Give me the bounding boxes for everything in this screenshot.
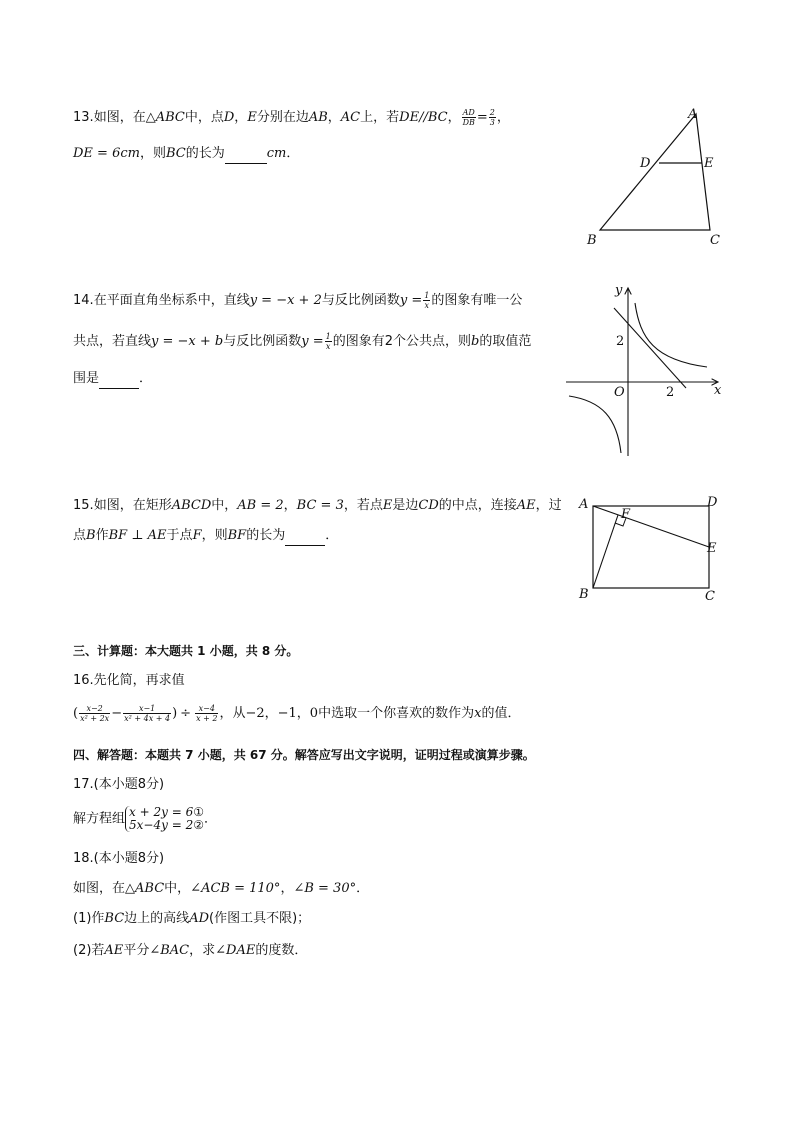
fraction-two-thirds: $\frac{2}{3}$ xyxy=(489,108,495,127)
answer-blank[interactable] xyxy=(225,145,267,164)
label-d: D xyxy=(707,495,718,510)
q15-line2: 点B作BF ⊥ AE于点F，则BF的长为 ． xyxy=(73,527,338,546)
label-b: B xyxy=(587,233,597,248)
q18-part2: (2)若AE平分∠BAC，求∠DAE的度数． xyxy=(73,943,308,958)
q14-line2: 共点，若直线y = −x + b与反比例函数y = $\frac{1}{x}$ 的图象有2个公共点，则b的取值范 xyxy=(73,332,532,351)
fraction-3: $\frac{x-4}{x + 2}$ xyxy=(196,704,218,723)
q13-triangle-figure xyxy=(582,104,732,250)
fraction-one-over-x: $\frac{1}{x}$ xyxy=(325,332,331,351)
q18-statement: 如图，在△ABC中，∠ACB = 110°，∠B = 30°． xyxy=(73,881,370,896)
fraction-2: $\frac{x-1}{\text{x² + 4x + 4}}$ xyxy=(124,704,171,723)
q15-line1: 15.如图，在矩形ABCD中，AB = 2，BC = 3，若点E是边CD的中点，连接AE，过 xyxy=(73,498,562,513)
label-x-2: 2 xyxy=(666,385,675,400)
label-a: A xyxy=(688,107,698,122)
q15-rectangle-figure xyxy=(575,492,730,604)
q17-system: 解方程组 x + 2y = 6① 5x−4y = 2②． xyxy=(73,805,217,832)
fraction-one-over-x: $\frac{1}{x}$ xyxy=(424,291,430,310)
label-e: E xyxy=(704,156,714,171)
q14-line1: 14.在平面直角坐标系中，直线y = −x + 2与反比例函数y = $\frac{1}{x}$ 的图象有唯一公 xyxy=(73,291,523,310)
label-y-2: 2 xyxy=(616,334,625,349)
section-3-heading: 三、计算题：本大题共 1 小题，共 8 分。 xyxy=(73,644,299,658)
fraction-ad-db: $\frac{AD}{DB}$ xyxy=(462,108,475,127)
answer-blank[interactable] xyxy=(285,527,325,546)
q14-line3: 围是 ． xyxy=(73,370,152,389)
label-a: A xyxy=(579,497,589,512)
label-c: C xyxy=(710,233,720,248)
label-origin: O xyxy=(614,385,625,400)
label-f: F xyxy=(621,507,631,522)
q18-title: 18.(本小题8分) xyxy=(73,851,165,866)
label-b: B xyxy=(579,587,589,602)
q13-line2: DE = 6cm，则BC的长为 cm． xyxy=(73,145,299,164)
q14-graph-figure xyxy=(562,278,732,460)
fraction-1: $\frac{x-2}{\text{x² + 2x}}$ xyxy=(80,704,110,723)
label-x: x xyxy=(714,383,722,398)
label-d: D xyxy=(640,156,651,171)
q18-part1: (1)作BC边上的高线AD(作图工具不限)； xyxy=(73,911,311,926)
equation-system: x + 2y = 6① 5x−4y = 2② xyxy=(125,806,204,832)
q16-title: 16.先化简，再求值 xyxy=(73,673,185,688)
q13-line1: 13.如图，在△ABC中，点D，E分别在边AB，AC上，若DE//BC， $\frac{AD}{DB}$ = $\frac{2}{3}$ ， xyxy=(73,108,510,127)
section-4-heading: 四、解答题：本题共 7 小题，共 67 分。解答应写出文字说明，证明过程或演算步骤。 xyxy=(73,748,535,762)
label-c: C xyxy=(705,589,715,604)
q16-expression: ( $\frac{x-2}{\text{x² + 2x}}$ − $\frac{x-1}{\text{x² + 4x + 4}}$ ) ÷ $\frac{x-4}{x + 2}$ ，从−2，−1，0中选取一个你喜欢的数作为x的值． xyxy=(73,704,521,723)
answer-blank[interactable] xyxy=(99,370,139,389)
label-y: y xyxy=(615,283,623,298)
label-e: E xyxy=(707,541,717,556)
q17-title: 17.(本小题8分) xyxy=(73,777,165,792)
